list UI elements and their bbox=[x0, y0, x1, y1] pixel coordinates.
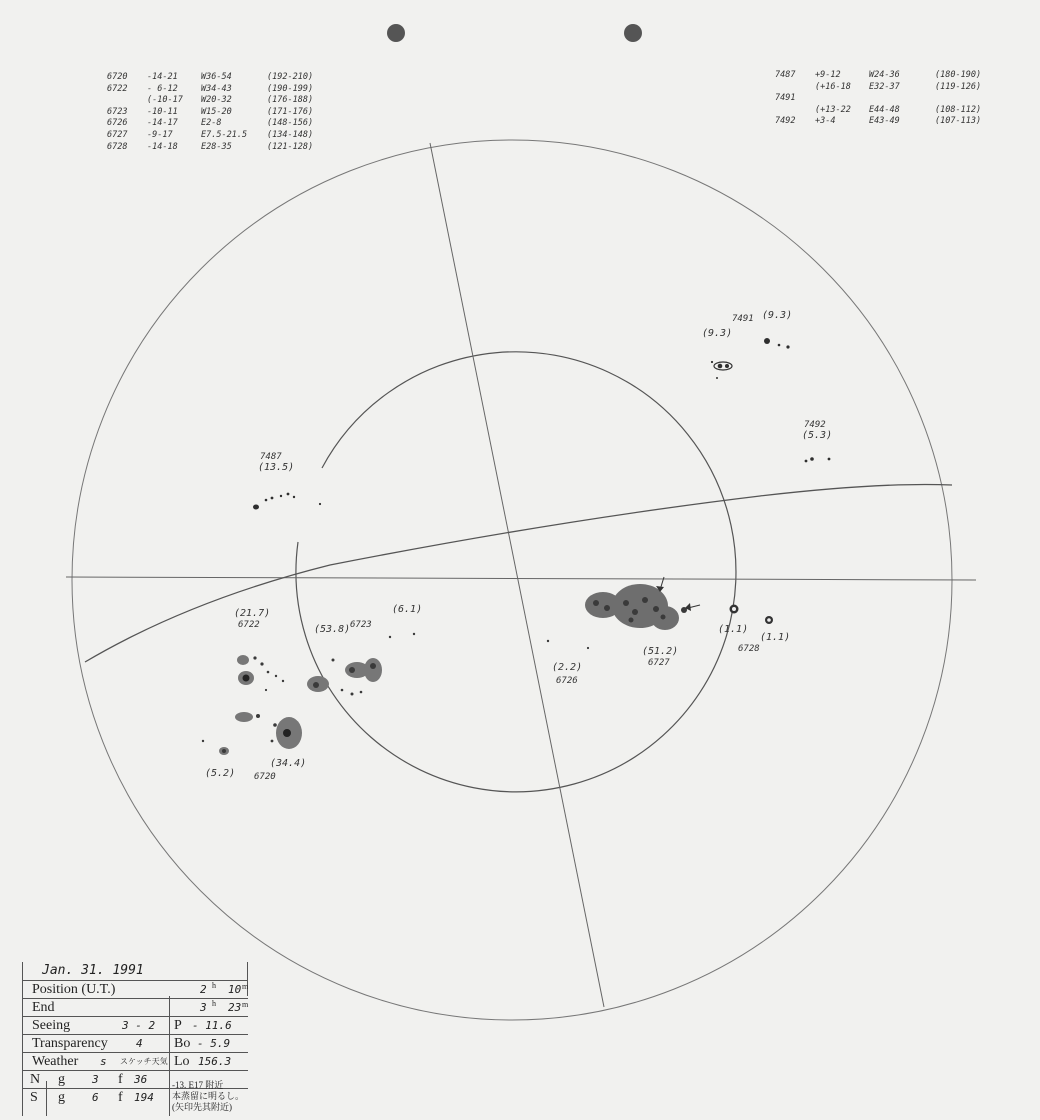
region-number-7491: 7491 bbox=[732, 314, 754, 324]
table-weather-row bbox=[22, 1053, 248, 1071]
end-hours: 3 bbox=[200, 1001, 207, 1014]
table-seeing-row bbox=[22, 1017, 248, 1035]
spot-count-7491-b: (9.3) bbox=[762, 310, 793, 321]
legend-row: 6722 - 6-12 W34-43 (190-199) bbox=[107, 83, 314, 94]
legend-row: (+16-18 E32-37 (119-126) bbox=[815, 81, 982, 92]
table-transparency-row bbox=[22, 1035, 248, 1053]
legend-row: 6723 -10-11 W15-20 (171-176) bbox=[107, 106, 314, 117]
note-line: (矢印先其附近) bbox=[172, 1102, 232, 1112]
position-h-mark: h bbox=[212, 981, 216, 990]
legend-row: 6726 -14-17 E2-8 (148-156) bbox=[107, 118, 314, 129]
region-number-6723: 6723 bbox=[350, 620, 372, 630]
lo-label: Lo bbox=[174, 1054, 190, 1069]
north-f-value: 36 bbox=[134, 1073, 148, 1086]
spot-count-6728-b: (1.1) bbox=[760, 632, 791, 643]
observation-note bbox=[172, 1080, 244, 1113]
observation-record-table bbox=[22, 962, 249, 1112]
table-date-row bbox=[22, 962, 248, 981]
north-g-value: 3 bbox=[92, 1073, 99, 1086]
spot-count-6722: (21.7) bbox=[234, 608, 271, 619]
note-line: -13. E17 附近 bbox=[172, 1080, 224, 1090]
south-label: S bbox=[30, 1090, 38, 1105]
region-legend-left bbox=[107, 72, 329, 153]
region-number-6726: 6726 bbox=[556, 676, 578, 686]
weather-value: s bbox=[100, 1055, 107, 1068]
spot-count-6720-b: (5.2) bbox=[205, 768, 236, 779]
spot-group-7492 bbox=[805, 457, 831, 462]
north-g-label: g bbox=[58, 1072, 65, 1087]
note-line: 本蒸留に明るし。 bbox=[172, 1091, 245, 1101]
position-hours: 2 bbox=[200, 983, 207, 996]
south-g-value: 6 bbox=[92, 1091, 99, 1104]
position-label: Position (U.T.) bbox=[32, 982, 116, 997]
spot-group-7491 bbox=[711, 338, 790, 379]
row-divider-ns bbox=[46, 1081, 47, 1116]
spot-count-6728-a: (1.1) bbox=[718, 624, 749, 635]
region-number-6722: 6722 bbox=[238, 620, 260, 630]
region-number-7487: 7487 bbox=[260, 452, 282, 462]
end-h-mark: h bbox=[212, 999, 216, 1008]
spot-count-6723-b: (6.1) bbox=[392, 604, 423, 615]
south-f-label: f bbox=[118, 1090, 123, 1105]
north-label: N bbox=[30, 1072, 41, 1087]
spot-count-6726: (2.2) bbox=[552, 662, 583, 673]
table-end-row bbox=[22, 999, 248, 1017]
north-f-label: f bbox=[118, 1072, 123, 1087]
spot-count-6720-a: (34.4) bbox=[270, 758, 307, 769]
spot-count-7492: (5.3) bbox=[802, 430, 833, 441]
region-number-6728: 6728 bbox=[738, 644, 760, 654]
spot-count-6727: (51.2) bbox=[642, 646, 679, 657]
p-value: - 11.6 bbox=[192, 1019, 232, 1032]
end-minutes: 23 bbox=[228, 1001, 242, 1014]
legend-row: (+13-22 E44-48 (108-112) bbox=[815, 104, 982, 115]
spot-group-6728 bbox=[730, 605, 774, 625]
spot-group-6727 bbox=[547, 577, 700, 649]
east-west-axis bbox=[66, 577, 976, 580]
region-number-6727: 6727 bbox=[648, 658, 670, 668]
weather-note: スケッチ天気 bbox=[120, 1057, 168, 1066]
legend-row: 7487 +9-12 W24-36 (180-190) bbox=[775, 70, 982, 80]
position-m-mark: m bbox=[242, 982, 249, 991]
spot-count-7491-a: (9.3) bbox=[702, 328, 733, 339]
bo-value: - 5.9 bbox=[197, 1037, 231, 1050]
observation-date: Jan. 31. 1991 bbox=[42, 963, 144, 978]
south-g-label: g bbox=[58, 1090, 65, 1105]
p-label: P bbox=[174, 1018, 182, 1033]
legend-row: 6720 -14-21 W36-54 (192-210) bbox=[107, 72, 314, 82]
region-number-6720: 6720 bbox=[254, 772, 276, 782]
end-m-mark: m bbox=[242, 1000, 249, 1009]
legend-row: 7491 bbox=[775, 93, 796, 104]
spot-group-6722 bbox=[237, 655, 284, 691]
seeing-value: 3 - 2 bbox=[122, 1019, 156, 1032]
transparency-label: Transparency bbox=[32, 1036, 108, 1051]
legend-row: 6727 -9-17 E7.5-21.5 (134-148) bbox=[107, 129, 314, 140]
spot-group-6720 bbox=[202, 712, 302, 755]
north-south-axis bbox=[430, 143, 604, 1007]
solar-disk-outline bbox=[72, 140, 952, 1020]
weather-label: Weather bbox=[32, 1054, 79, 1069]
region-legend-right bbox=[775, 70, 997, 128]
lo-value: 156.3 bbox=[198, 1055, 232, 1068]
seeing-label: Seeing bbox=[32, 1018, 71, 1033]
bo-label: Bo bbox=[174, 1036, 191, 1051]
region-number-7492: 7492 bbox=[804, 420, 826, 430]
spot-count-7487: (13.5) bbox=[258, 462, 295, 473]
spot-group-7487 bbox=[253, 493, 321, 510]
spot-group-6723 bbox=[307, 633, 415, 696]
table-position-row bbox=[22, 981, 248, 999]
legend-row: (-10-17 W20-32 (176-188) bbox=[147, 95, 314, 106]
legend-row: 6728 -14-18 E28-35 (121-128) bbox=[107, 141, 314, 152]
south-f-value: 194 bbox=[134, 1091, 154, 1104]
end-label: End bbox=[32, 1000, 55, 1015]
spot-count-6723-a: (53.8) bbox=[314, 624, 351, 635]
position-minutes: 10 bbox=[228, 983, 242, 996]
transparency-value: 4 bbox=[136, 1037, 143, 1050]
legend-row: 7492 +3-4 E43-49 (107-113) bbox=[775, 116, 982, 127]
solar-equator-curve bbox=[85, 484, 952, 662]
